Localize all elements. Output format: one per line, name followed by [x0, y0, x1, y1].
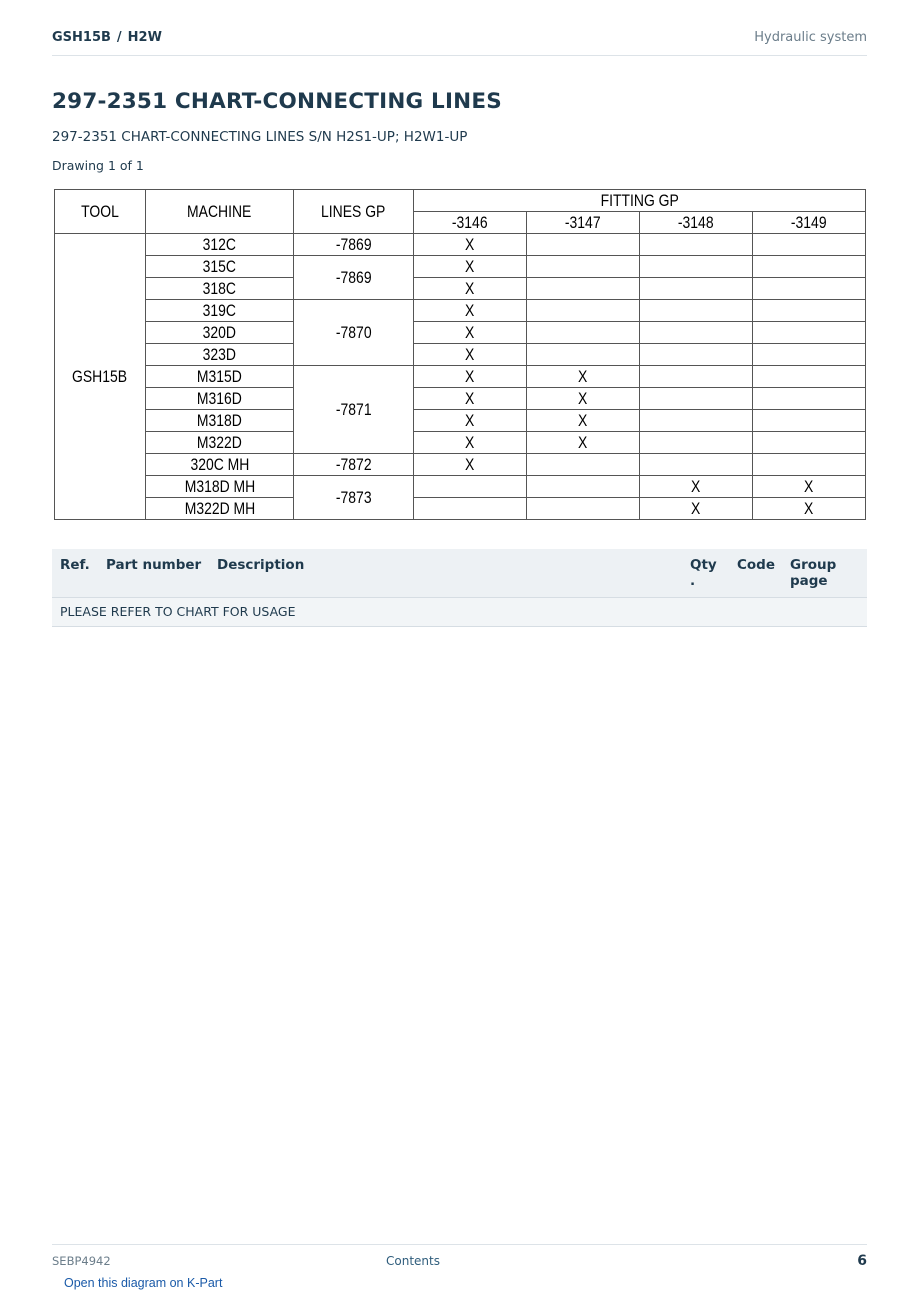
machine-cell: 320D: [146, 322, 294, 344]
machine-cell: M318D MH: [146, 476, 294, 498]
mark-cell: [640, 410, 753, 432]
chart-row: [55, 300, 866, 322]
mark-cell: [753, 388, 866, 410]
mark-cell: X: [753, 476, 866, 498]
mark-cell: [753, 344, 866, 366]
mark-cell: X: [527, 410, 640, 432]
chart-row: [55, 454, 866, 476]
machine-cell: 312C: [146, 234, 294, 256]
tool-header: TOOL: [55, 190, 146, 234]
machine-cell: 315C: [146, 256, 294, 278]
lines-gp-cell: -7870: [294, 300, 414, 366]
machine-cell: M315D: [146, 366, 294, 388]
chart-row: [55, 388, 866, 410]
lines-gp-cell: -7872: [294, 454, 414, 476]
mark-cell: X: [414, 300, 527, 322]
fitting-number: -3148: [640, 212, 753, 234]
machine-cell: 323D: [146, 344, 294, 366]
mark-cell: [527, 476, 640, 498]
mark-cell: [640, 454, 753, 476]
mark-cell: X: [414, 344, 527, 366]
mark-cell: [414, 476, 527, 498]
mark-cell: [753, 322, 866, 344]
parts-note-row: PLEASE REFER TO CHART FOR USAGE: [52, 598, 867, 627]
mark-cell: X: [414, 234, 527, 256]
chart-row: [55, 410, 866, 432]
machine-cell: M322D: [146, 432, 294, 454]
page-footer: [52, 1244, 867, 1275]
chart-row: [55, 432, 866, 454]
mark-cell: [527, 256, 640, 278]
mark-cell: X: [414, 432, 527, 454]
qty-column-header: Qty: [690, 557, 717, 573]
mark-cell: X: [527, 366, 640, 388]
chart-row: [55, 366, 866, 388]
breadcrumb-variant[interactable]: H2W: [127, 30, 162, 45]
section-name: Hydraulic system: [754, 30, 867, 45]
lines-gp-cell: -7869: [294, 256, 414, 300]
machine-header: MACHINE: [146, 190, 294, 234]
drawing-label: Drawing 1 of 1: [52, 158, 144, 173]
fitting-number: -3146: [414, 212, 527, 234]
page-number: 6: [857, 1253, 867, 1269]
mark-cell: [640, 344, 753, 366]
mark-cell: [753, 432, 866, 454]
mark-cell: [640, 388, 753, 410]
mark-cell: X: [753, 498, 866, 520]
chart-row: [55, 498, 866, 520]
chart-row: [55, 278, 866, 300]
mark-cell: [640, 278, 753, 300]
group-page-column-header: page: [790, 573, 828, 589]
tool-cell: GSH15B: [55, 234, 146, 520]
mark-cell: [753, 300, 866, 322]
ref-column-header: Ref.: [60, 557, 90, 573]
contents-link[interactable]: Contents: [386, 1254, 440, 1268]
machine-cell: M318D: [146, 410, 294, 432]
connecting-lines-chart: [54, 189, 866, 520]
kpart-link[interactable]: Open this diagram on K-Part: [64, 1276, 223, 1290]
mark-cell: [753, 278, 866, 300]
machine-cell: 318C: [146, 278, 294, 300]
mark-cell: X: [414, 388, 527, 410]
breadcrumb-model[interactable]: GSH15B: [52, 30, 111, 45]
mark-cell: [753, 256, 866, 278]
chart-header-row: [55, 190, 866, 212]
description-column-header: Description: [217, 557, 305, 573]
parts-list: [52, 549, 867, 627]
qty-column-header-dot: .: [690, 573, 696, 589]
mark-cell: [527, 300, 640, 322]
mark-cell: [640, 256, 753, 278]
chart-row: [55, 234, 866, 256]
chart-row: [55, 256, 866, 278]
mark-cell: [640, 234, 753, 256]
mark-cell: [640, 432, 753, 454]
chart-row: [55, 322, 866, 344]
mark-cell: [527, 344, 640, 366]
lines-gp-cell: -7873: [294, 476, 414, 520]
mark-cell: [753, 366, 866, 388]
mark-cell: X: [414, 366, 527, 388]
group-column-header: Group: [790, 557, 837, 573]
mark-cell: X: [414, 454, 527, 476]
parts-list-header: [52, 549, 867, 598]
mark-cell: X: [414, 322, 527, 344]
breadcrumb: [52, 30, 162, 45]
page-subtitle: 297-2351 CHART-CONNECTING LINES S/N H2S1-UP; H2W1-UP: [52, 129, 468, 145]
page-header: [52, 28, 867, 56]
machine-cell: M316D: [146, 388, 294, 410]
chart-row: [55, 344, 866, 366]
document-id: SEBP4942: [52, 1254, 111, 1268]
page-title: 297-2351 CHART-CONNECTING LINES: [52, 89, 502, 114]
mark-cell: [640, 300, 753, 322]
lines-gp-cell: -7869: [294, 234, 414, 256]
machine-cell: M322D MH: [146, 498, 294, 520]
code-column-header: Code: [737, 557, 776, 573]
fitting-number: -3149: [753, 212, 866, 234]
mark-cell: X: [414, 410, 527, 432]
mark-cell: [414, 498, 527, 520]
mark-cell: [640, 366, 753, 388]
mark-cell: X: [414, 256, 527, 278]
chart-row: [55, 476, 866, 498]
mark-cell: [527, 454, 640, 476]
mark-cell: X: [640, 498, 753, 520]
mark-cell: X: [527, 432, 640, 454]
mark-cell: X: [640, 476, 753, 498]
mark-cell: [527, 234, 640, 256]
fitting-number: -3147: [527, 212, 640, 234]
part-number-column-header: Part number: [106, 557, 202, 573]
mark-cell: [527, 278, 640, 300]
machine-cell: 320C MH: [146, 454, 294, 476]
mark-cell: [753, 410, 866, 432]
mark-cell: X: [527, 388, 640, 410]
lines-gp-header: LINES GP: [294, 190, 414, 234]
machine-cell: 319C: [146, 300, 294, 322]
mark-cell: [527, 322, 640, 344]
lines-gp-cell: -7871: [294, 366, 414, 454]
breadcrumb-separator: /: [116, 30, 122, 45]
mark-cell: [753, 234, 866, 256]
mark-cell: X: [414, 278, 527, 300]
fitting-gp-header: FITTING GP: [414, 190, 866, 212]
mark-cell: [527, 498, 640, 520]
mark-cell: [640, 322, 753, 344]
mark-cell: [753, 454, 866, 476]
